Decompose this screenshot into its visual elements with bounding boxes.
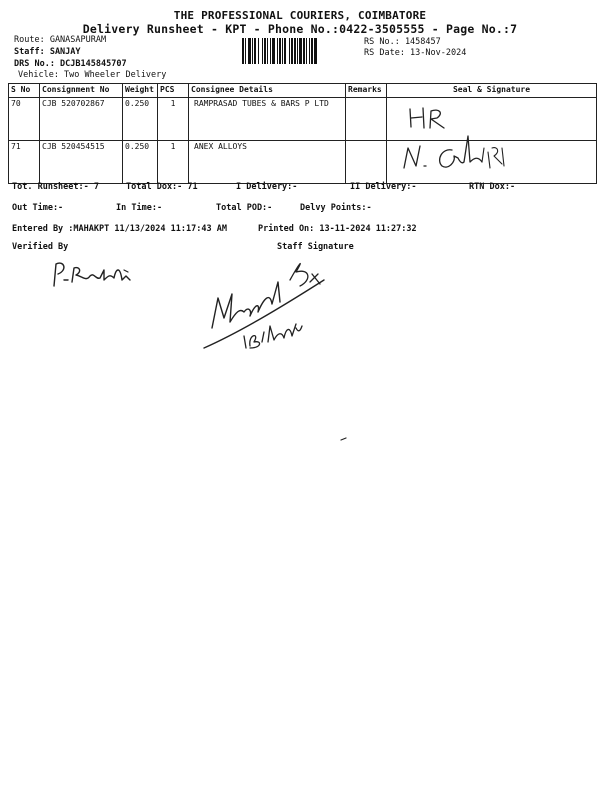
staff-handwritten-signature: [200, 252, 340, 362]
cell-weight: 0.250: [123, 98, 158, 141]
seal-signature-ng: [398, 128, 518, 176]
header-consignment: Consignment No: [40, 84, 123, 98]
verified-by-signature: [46, 258, 146, 290]
header-seal: Seal & Signature: [387, 84, 597, 98]
header-sno: S No: [9, 84, 40, 98]
company-title: THE PROFESSIONAL COURIERS, COIMBATORE: [173, 9, 427, 22]
staff-label: Staff: SANJAY: [14, 47, 81, 57]
delvy-points: Delvy Points:-: [300, 203, 372, 213]
vehicle-label: Vehicle: Two Wheeler Delivery: [18, 70, 167, 80]
barcode-bar: [277, 38, 278, 64]
ii-delivery: II Delivery:-: [350, 182, 417, 192]
in-time: In Time:-: [116, 203, 163, 213]
header-consignee: Consignee Details: [189, 84, 346, 98]
barcode-bar: [306, 38, 307, 64]
rs-number: RS No.: 1458457: [364, 37, 441, 47]
tot-runsheet: Tot. Runsheet:- 7: [12, 182, 99, 192]
barcode-bar: [289, 38, 290, 64]
i-delivery: I Delivery:-: [236, 182, 298, 192]
barcode-bar: [279, 38, 281, 64]
barcode-bar: [245, 38, 246, 64]
barcode-bar: [299, 38, 302, 64]
barcode-bar: [270, 38, 271, 64]
cell-consignee: RAMPRASAD TUBES & BARS P LTD: [189, 98, 346, 141]
barcode-image: [242, 38, 354, 64]
cell-pcs: 1: [158, 141, 189, 184]
total-dox: Total Dox:- 71: [126, 182, 198, 192]
rs-date: RS Date: 13-Nov-2024: [364, 48, 467, 58]
route-label: Route: GANASAPURAM: [14, 35, 107, 45]
runsheet-subtitle: Delivery Runsheet - KPT - Phone No.:0422-3505555 - Page No.:7: [82, 22, 518, 36]
barcode-bar: [294, 38, 296, 64]
barcode-bar: [297, 38, 298, 64]
cell-sno: 70: [9, 98, 40, 141]
barcode-bar: [272, 38, 275, 64]
barcode-bar: [258, 38, 259, 64]
cell-pcs: 1: [158, 98, 189, 141]
barcode-bar: [309, 38, 310, 64]
barcode-bar: [248, 38, 251, 64]
cell-weight: 0.250: [123, 141, 158, 184]
out-time: Out Time:-: [12, 203, 64, 213]
barcode-bar: [242, 38, 244, 64]
barcode-bar: [262, 38, 263, 64]
barcode-bar: [254, 38, 256, 64]
barcode-bar: [303, 38, 305, 64]
entered-by: Entered By :MAHAKPT 11/13/2024 11:17:43 AM: [12, 224, 227, 234]
cell-remarks: [346, 98, 387, 141]
cell-remarks: [346, 141, 387, 184]
cell-consignee: ANEX ALLOYS: [189, 141, 346, 184]
total-pod: Total POD:-: [216, 203, 273, 213]
verified-by-label: Verified By: [12, 242, 69, 252]
drs-label: DRS No.: DCJB145845707: [14, 59, 127, 69]
header-pcs: PCS: [158, 84, 189, 98]
barcode-bar: [267, 38, 268, 64]
table-header-row: [9, 84, 597, 98]
barcode-bar: [264, 38, 266, 64]
rtn-dox: RTN Dox:-: [469, 182, 516, 192]
barcode-bar: [282, 38, 283, 64]
cell-consignment: CJB 520454515: [40, 141, 123, 184]
barcode-bar: [291, 38, 293, 64]
header-weight: Weight: [123, 84, 158, 98]
cell-consignment: CJB 520702867: [40, 98, 123, 141]
barcode-bar: [252, 38, 253, 64]
stray-mark: [340, 437, 348, 441]
barcode-bar: [284, 38, 286, 64]
header-remarks: Remarks: [346, 84, 387, 98]
barcode-bar: [314, 38, 317, 64]
staff-signature-label: Staff Signature: [277, 242, 354, 252]
barcode-bar: [311, 38, 313, 64]
cell-sno: 71: [9, 141, 40, 184]
printed-on: Printed On: 13-11-2024 11:27:32: [258, 224, 417, 234]
